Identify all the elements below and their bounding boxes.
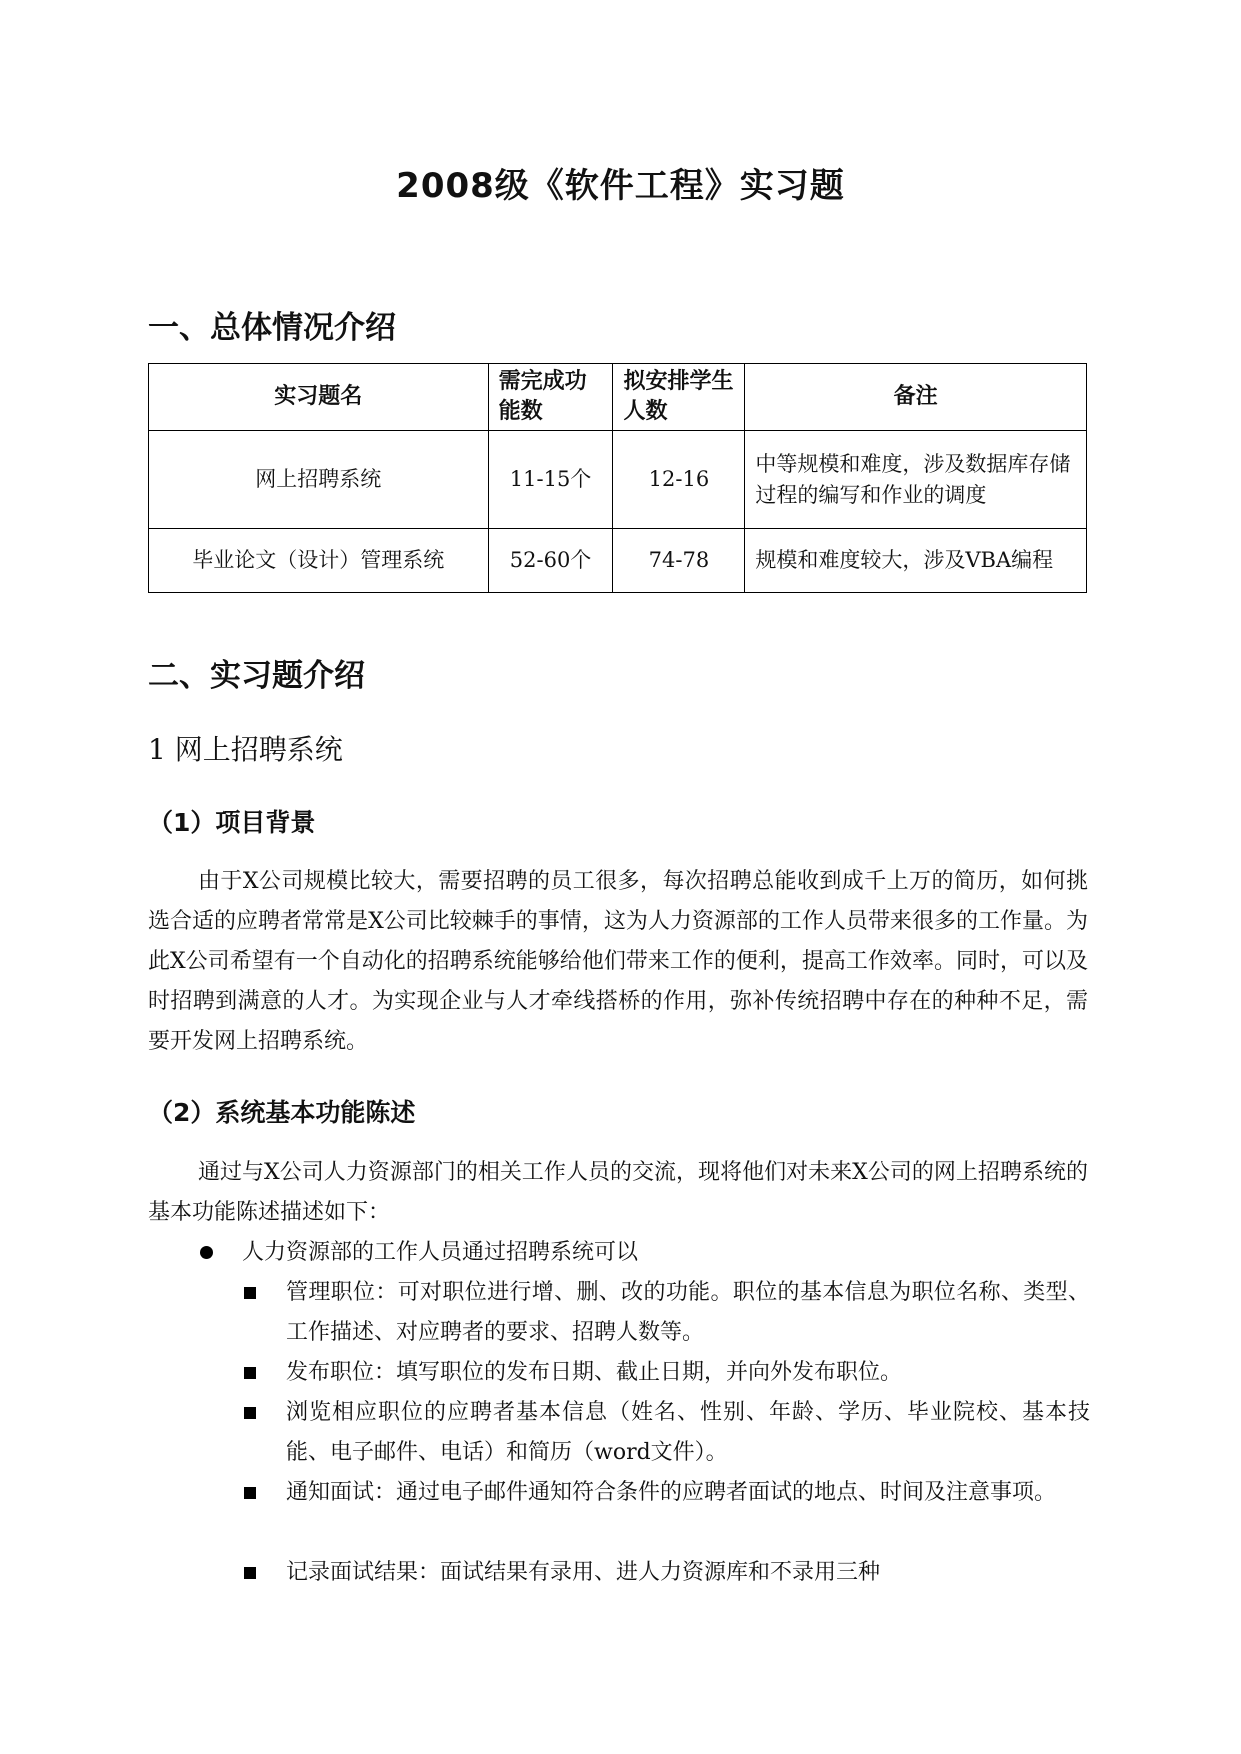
table-cell: 网上招聘系统 [149, 431, 489, 529]
square-bullet-icon [244, 1367, 256, 1379]
bullet-text: 人力资源部的工作人员通过招聘系统可以 [242, 1240, 639, 1265]
square-bullet-icon [244, 1287, 256, 1299]
square-bullet-icon [244, 1407, 256, 1419]
table-row [149, 431, 1087, 529]
list-item [244, 1393, 1090, 1473]
list-item-text: 管理职位：可对职位进行增、删、改的功能。职位的基本信息为职位名称、类型、工作描述、对应聘者的要求、招聘人数等。 [286, 1280, 1090, 1345]
overview-table [148, 363, 1087, 593]
table-cell: 中等规模和难度，涉及数据库存储过程的编写和作业的调度 [745, 431, 1087, 529]
section-heading-intro: 二、实习题介绍 [148, 658, 365, 694]
background-paragraph: 由于X公司规模比较大，需要招聘的员工很多，每次招聘总能收到成千上万的简历，如何挑选合适的应聘者常常是X公司比较棘手的事情，这为人力资源部的工作人员带来很多的工作量。为此X公司希望有一个自动化的招聘系统能够给他们带来工作的便利，提高工作效率。同时，可以及时招聘到满意的人才。为实现企业与人才牵线搭桥的作用，弥补传统招聘中存在的种种不足，需要开发网上招聘系统。 [148, 869, 1088, 1054]
table-header-cell: 需完成功能数 [488, 364, 613, 431]
list-item [244, 1353, 1090, 1393]
background-heading: （1）项目背景 [148, 808, 316, 837]
list-item-text: 浏览相应职位的应聘者基本信息（姓名、性别、年龄、学历、毕业院校、基本技能、电子邮件、电话）和简历（word文件）。 [286, 1400, 1090, 1465]
functions-heading: （2）系统基本功能陈述 [148, 1098, 416, 1127]
table-header-row [149, 364, 1087, 431]
table-cell: 74-78 [613, 529, 745, 593]
document-title: 2008级《软件工程》实习题 [396, 166, 845, 206]
table-row [149, 529, 1087, 593]
list-item-text: 通知面试：通过电子邮件通知符合条件的应聘者面试的地点、时间及注意事项。 [286, 1480, 1057, 1505]
list-item [244, 1273, 1090, 1353]
list-item-text: 发布职位：填写职位的发布日期、截止日期，并向外发布职位。 [286, 1360, 903, 1385]
functions-intro-paragraph: 通过与X公司人力资源部门的相关工作人员的交流，现将他们对未来X公司的网上招聘系统的基本功能陈述描述如下： [148, 1160, 1088, 1225]
table-cell: 11-15个 [488, 431, 613, 529]
bullet-item [200, 1233, 1080, 1273]
subsection-heading: 1 网上招聘系统 [148, 733, 343, 766]
list-item-text: 记录面试结果：面试结果有录用、进人力资源库和不录用三种 [286, 1560, 881, 1585]
table-cell: 52-60个 [488, 529, 613, 593]
list-item [244, 1473, 1090, 1513]
bullet-dot-icon [200, 1246, 213, 1259]
table-cell: 规模和难度较大，涉及VBA编程 [745, 529, 1087, 593]
table-header-cell: 拟安排学生人数 [613, 364, 745, 431]
section-heading-overview: 一、总体情况介绍 [148, 310, 396, 346]
square-bullet-icon [244, 1567, 256, 1579]
table-header-cell: 实习题名 [149, 364, 489, 431]
table-header-cell: 备注 [745, 364, 1087, 431]
table-cell: 12-16 [613, 431, 745, 529]
list-item [244, 1553, 1090, 1593]
square-bullet-icon [244, 1487, 256, 1499]
table-cell: 毕业论文（设计）管理系统 [149, 529, 489, 593]
